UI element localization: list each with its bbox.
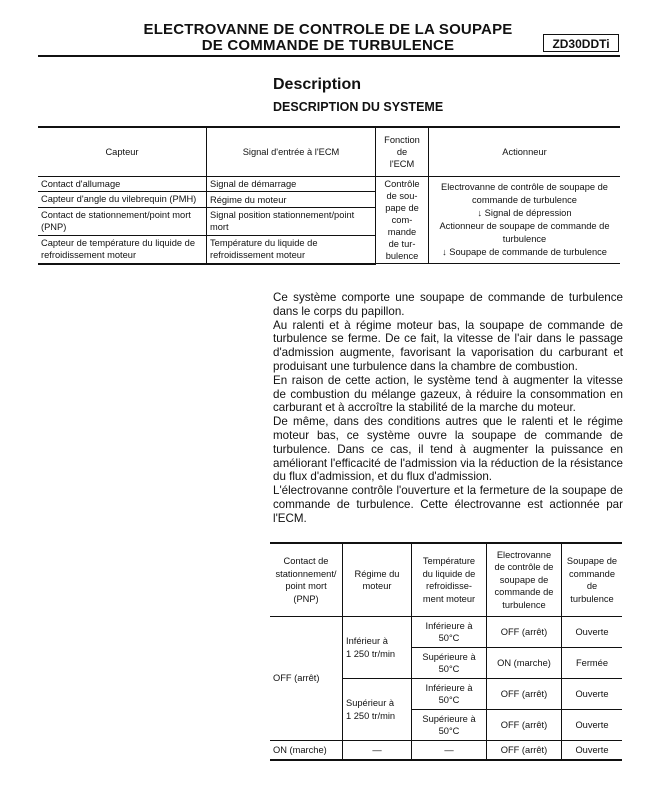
table-header-row <box>270 543 622 617</box>
valve-state-cell: OFF (arrêt) <box>487 741 562 761</box>
header-pnp: Contact de stationnement/ point mort (PNP) <box>270 543 343 617</box>
document-title <box>118 22 538 54</box>
section-subtitle: DESCRIPTION DU SYSTEME <box>273 100 444 114</box>
swirl-state-cell: Ouverte <box>562 679 623 710</box>
function-cell: Contrôle de sou- pape de com- mande de tur- bulence <box>376 177 429 264</box>
valve-state-cell: ON (marche) <box>487 648 562 679</box>
signal-cell: Signal de démarrage <box>207 177 376 192</box>
valve-state-cell: OFF (arrêt) <box>487 617 562 648</box>
swirl-state-cell: Ouverte <box>562 617 623 648</box>
speed-low-cell: Inférieur à 1 250 tr/min <box>343 617 412 679</box>
sensor-cell: Contact de stationnement/point mort (PNP) <box>38 207 207 235</box>
system-description-table <box>38 126 620 265</box>
actuator-cell: Electrovanne de contrôle de soupape de commande de turbulence ↓ Signal de dépression Actionneur de soupape de commande de turbulence ↓ Soupape de commande de turbulence <box>429 177 621 264</box>
signal-cell: Signal position stationnement/point mort <box>207 207 376 235</box>
document-title-line2: DE COMMANDE DE TURBULENCE <box>201 37 455 54</box>
signal-cell: Régime du moteur <box>207 192 376 207</box>
sensor-cell: Capteur de température du liquide de refroidissement moteur <box>38 235 207 263</box>
operating-condition-table <box>270 542 622 761</box>
header-solenoid-valve: Electrovanne de contrôle de soupape de commande de turbulence <box>487 543 562 617</box>
sensor-cell: Contact d'allumage <box>38 177 207 192</box>
header-divider <box>38 55 620 57</box>
swirl-state-cell: Ouverte <box>562 710 623 741</box>
valve-state-cell: OFF (arrêt) <box>487 710 562 741</box>
valve-state-cell: OFF (arrêt) <box>487 679 562 710</box>
temp-low-cell: Inférieure à 50°C <box>412 679 487 710</box>
header-coolant-temp: Température du liquide de refroidisse- ment moteur <box>412 543 487 617</box>
paragraph: En raison de cette action, le système tend à augmenter la vitesse de combustion du mélange gazeux, à réduire la consommation en carburant et à accroître la stabilité de la marche du moteur. <box>273 373 623 415</box>
pnp-on-cell: ON (marche) <box>270 741 343 761</box>
header-engine-speed: Régime du moteur <box>343 543 412 617</box>
table-header-row <box>38 127 620 177</box>
paragraph: Ce système comporte une soupape de commande de turbulence dans le corps du papillon. <box>273 291 623 318</box>
paragraph: De même, dans des conditions autres que le ralenti et le régime moteur bas, ce système ouvre la soupape de commande de turbulence. Dans ce cas, il tend à augmenter la puissance en améliorant l'efficacité de l'admission via la réduction de la résistance du flux d'admission, et du flux d'admission. <box>273 415 623 484</box>
temp-dash-cell: — <box>412 741 487 761</box>
description-text <box>273 291 623 526</box>
paragraph: Au ralenti et à régime moteur bas, la soupape de commande de turbulence se ferme. De ce fait, la vitesse de l'air dans le passage d'admission augmente, favorisant la vaporisation du carburant et produisant une turbulence dans la chambre de combustion. <box>273 318 623 373</box>
temp-low-cell: Inférieure à 50°C <box>412 617 487 648</box>
sensor-cell: Capteur d'angle du vilebrequin (PMH) <box>38 192 207 207</box>
header-actuator: Actionneur <box>429 127 621 177</box>
section-title: Description <box>273 76 362 93</box>
table-row <box>270 617 622 648</box>
pnp-off-cell: OFF (arrêt) <box>270 617 343 741</box>
header-signal: Signal d'entrée à l'ECM <box>207 127 376 177</box>
swirl-state-cell: Ouverte <box>562 741 623 761</box>
signal-cell: Température du liquide de refroidissement moteur <box>207 235 376 263</box>
header-function: Fonction de l'ECM <box>376 127 429 177</box>
table-row <box>38 177 620 192</box>
engine-code-badge: ZD30DDTi <box>543 34 619 52</box>
speed-high-cell: Supérieur à 1 250 tr/min <box>343 679 412 741</box>
header-sensor: Capteur <box>38 127 207 177</box>
table-row <box>270 741 622 761</box>
swirl-state-cell: Fermée <box>562 648 623 679</box>
document-title-line1: ELECTROVANNE DE CONTROLE DE LA SOUPAPE <box>143 21 513 38</box>
paragraph: L'électrovanne contrôle l'ouverture et la fermeture de la soupape de commande de turbulence. Cette électrovanne est actionnée par l'ECM. <box>273 484 623 525</box>
speed-dash-cell: — <box>343 741 412 761</box>
header-swirl-valve: Soupape de commande de turbulence <box>562 543 623 617</box>
temp-high-cell: Supérieure à 50°C <box>412 710 487 741</box>
temp-high-cell: Supérieure à 50°C <box>412 648 487 679</box>
